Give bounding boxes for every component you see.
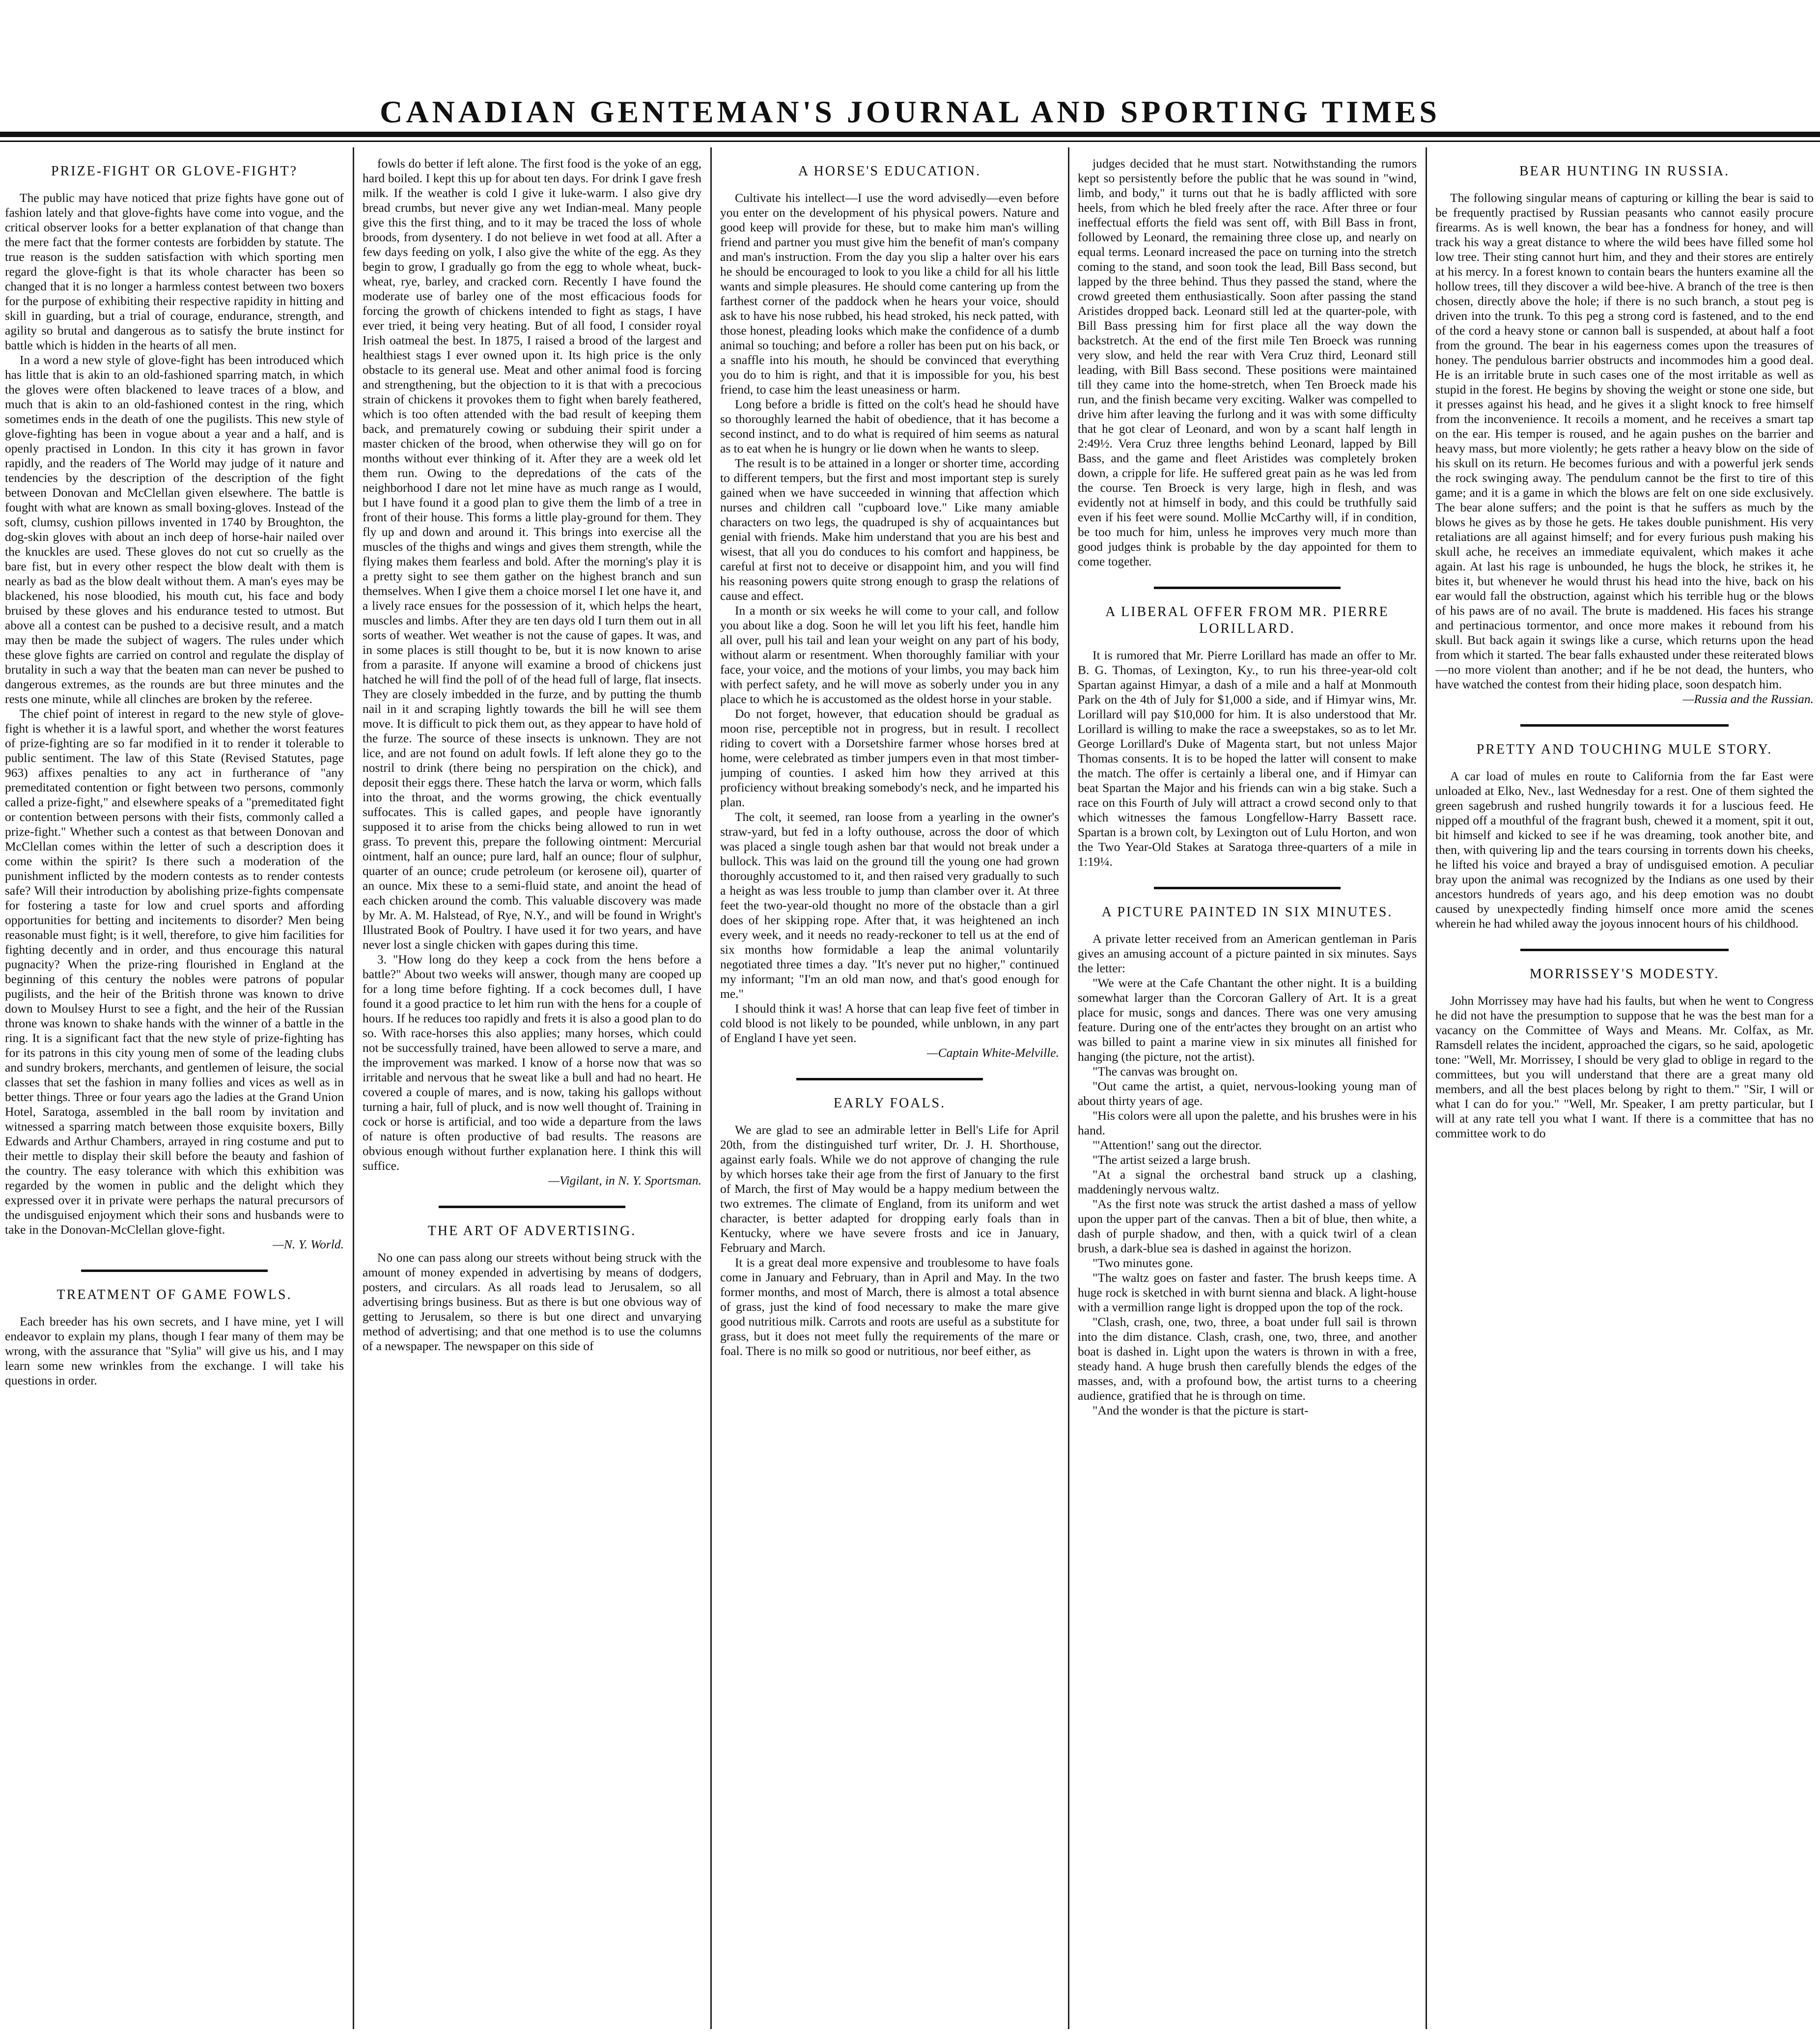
- article-separator: [1154, 587, 1341, 589]
- article-title: PRIZE-FIGHT OR GLOVE-FIGHT?: [51, 164, 298, 179]
- article-byline: —N. Y. World.: [273, 1237, 344, 1251]
- article: [720, 163, 1059, 1060]
- article-paragraph: The following singular means of capturing or killing the bear is said to be frequently practised by Russian peasants who cannot easily procure firearms. As is well known, the bear has a fondness for honey, and will track his way a great distance to where the wild bees have filled some hol low tree. Their sting cannot hurt him, and they and their stores are entirely at his mercy. In a forest known to contain bears the hunters examine all the hollow trees, till they discover a wild bee-hive. A branch of the tree is then chosen, directly above the hole; if there is no such branch, a stout peg is driven into the trunk. To this peg a strong cord is fastened, and to the end of the cord a heavy stone or cannon ball is suspended, at about half a foot from the ground. The bear in his eagerness comes upon the treasures of honey. The pendulous barrier obstructs and incommodes him a good deal. He is an irritable brute in such cases one of the most irritable as well as stupid in the forest. He begins by shoving the weight or stone one side, but it presses against his head, and he gives it a slight knock to free himself from the inconvenience. It recoils a moment, and he receives a smart tap on the ear. His temper is roused, and he again pushes on the barrier and heavy mass, but more violently; he gets rather a heavy blow on the side of his skull on its return. He becomes furious and with a powerful jerk sends the rock swinging away. The pendulum cannot be the first to tire of this game; and it is a game in which the blows are felt on one side exclusively. The bear alone suffers; and the point is that he suffers as much by the blows he gives as by those he gets. He takes double punishment. His very retaliations are all against himself; and for every furious push making his skull ache, he receives an immediate equivalent, which makes it ache again. At last his rage is unbounded, he hugs the block, he strikes it, he bites it, but whenever he would thrust his head into the hive, back on his ear would fall the obstruction, against which his terrible hug or the blows of his paws are of no avail. The brute is maddened. His faces his strange and pertinacious tormentor, and once more makes it rebound from his skull. But back again it swings like a curse, which returns upon the head from which it started. The bear falls exhausted under these reiterated blows—no more violent than another; and if he be not dead, the hunters, who have watched the contest from their hiding place, soon despatch him.: [1435, 191, 1814, 691]
- article-paragraph: The result is to be attained in a longer or shorter time, according to different tempers, but the first and most important step is surely gained when we have succeeded in winning that affection which nurses and children call "cupboard love." Like many amiable characters on two legs, the quadruped is shy of acquaintances but genial with friends. Make him understand that you are his best and wisest, that all you do conduces to his comfort and happiness, be careful at first not to deceive or disappoint him, and you will find his reasoning powers quite strong enough to grasp the relations of cause and effect.: [720, 456, 1059, 603]
- article-separator: [796, 1078, 983, 1080]
- article-paragraph: "We were at the Cafe Chantant the other night. It is a building somewhat larger than the Corcoran Gallery of Art. It is a great place for music, songs and dances. There was one very amusing feature. During one of the entr'actes they brought on an artist who was billed to paint a marine view in six minutes all finished for hanging (the picture, not the artist).: [1078, 976, 1417, 1064]
- article-paragraph: No one can pass along our streets without being struck with the amount of money expended in advertising by means of dodgers, posters, and circulars. As all roads lead to Jerusalem, so all advertising brings business. But as there is but one obvious way of getting to Jerusalem, so there is but one direct and unvarying method of advertising; and that one method is to use the columns of a newspaper. The newspaper on this side of: [363, 1250, 701, 1353]
- article-paragraph: "The waltz goes on faster and faster. The brush keeps time. A huge rock is sketched in with burnt sienna and black. A light-house with a vermillion range light is dropped upon the top of the rock.: [1078, 1271, 1417, 1314]
- masthead: CANADIAN GENTEMAN'S JOURNAL AND SPORTING TIMES: [380, 94, 1440, 129]
- article-paragraph: "Out came the artist, a quiet, nervous-looking young man of about thirty years of age.: [1078, 1079, 1417, 1108]
- article-paragraph: In a word a new style of glove-fight has been introduced which has little that is akin to an old-fashioned sparring match, in which the gloves were often blackened to leave traces of a blow, and much that is akin to an old-fashioned contest in the ring, which sometimes ends in the death of one the pugilists. This new style of glove-fighting has been in vogue about a year and a half, and is openly practised in London. In this city it has grown in favor rapidly, and the readers of The World may judge of it nature and tendencies by the description of the description of the fight between Donovan and McClellan given elsewhere. The battle is fought with what are known as small boxing-gloves. Instead of the soft, clumsy, cushion pillows invented in 1740 by Broughton, the dog-skin gloves with about an inch deep of horse-hair nailed over the knuckles are used. These gloves do not cut so cruelly as the bare fist, but in every other respect the blow dealt with them is nearly as bad as the blow dealt without them. A man's eyes may be blackened, his nose bloodied, his mouth cut, his face and body bruised by these gloves and his endurance tested to utmost. But above all a contest can be pushed to a decisive result, and a match may then be made the subject of wagers. The rules under which these glove fights are carried on control and regulate the display of brutality in such a way that the beaten man can never be pushed to dangerous extremes, as the rounds are but three minutes and the rests one minute, while all clinches are broken by the referee.: [5, 353, 344, 706]
- article-paragraph: It is rumored that Mr. Pierre Lorillard has made an offer to Mr. B. G. Thomas, of Lexington, Ky., to run his three-year-old colt Spartan against Himyar, a dash of a mile and a half at Monmouth Park on the 4th of July for $1,000 a side, and if Himyar wins, Mr. Lorillard will pay $10,000 for him. It is also understood that Mr. Lorillard is willing to make the race a sweepstakes, so as to let Mr. George Lorillard's Duke of Magenta start, but not unless Major Thomas consents. It is to be hoped the latter will consent to make the match. The offer is certainly a liberal one, and if Himyar can beat Spartan the Major and his friends can win a big stake. Such a race on this Fourth of July will attract a crowd second only to that which witnesses the famous Longfellow-Harry Bassett race. Spartan is a brown colt, by Lexington out of Lulu Horton, and won the Two Year-Old Stakes at Saratoga three-quarters of a mile in 1:19¼.: [1078, 648, 1417, 869]
- article: [5, 1270, 344, 1388]
- article-separator: [1520, 724, 1729, 727]
- article-title: MORRISSEY'S MODESTY.: [1529, 966, 1720, 982]
- article-paragraph: We are glad to see an admirable letter in Bell's Life for April 20th, from the distinguished turf writer, Dr. J. H. Shorthouse, against early foals. While we do not approve of changing the rule by which horses take their age from the first of January to the first of March, the first of May would be a happy medium between the two extremes. The climate of England, from its uniform and wet character, is better adapted for dropping early foals than in Kentucky, where we have severe frosts and ice in January, February and March.: [720, 1123, 1059, 1255]
- column-divider: [1068, 147, 1069, 2029]
- article-paragraph: "And the wonder is that the picture is start-: [1092, 1403, 1309, 1417]
- article-separator: [1154, 887, 1341, 889]
- article-title: TREATMENT OF GAME FOWLS.: [56, 1287, 292, 1302]
- article-paragraph: Do not forget, however, that education should be gradual as moon rise, perceptible not in progress, but in result. I recollect riding to covert with a Dorsetshire farmer whose horses bred at home, were celebrated as timber jumpers even in that most timber-jumping of counties. I asked him how they arrived at this proficiency without breaking somebody's neck, and he imparted his plan.: [720, 706, 1059, 809]
- article: [1435, 163, 1814, 706]
- masthead-rule-thin: [0, 141, 1820, 142]
- article-paragraph: "As the first note was struck the artist dashed a mass of yellow upon the upper part of the canvas. Then a bit of blue, then white, a dash of purple shadow, and then, with a quick twirl of a clean brush, a dark-blue sea is dashed in against the horizon.: [1078, 1197, 1417, 1255]
- article-paragraph: I should think it was! A horse that can leap five feet of timber in cold blood is not likely to be pounded, while unblown, in any part of England I have yet seen.: [720, 1001, 1059, 1045]
- article: [1078, 156, 1417, 569]
- article-title: EARLY FOALS.: [833, 1096, 946, 1111]
- article-paragraph: judges decided that he must start. Notwithstanding the rumors kept so persistently before the public that he was sound in "wind, limb, and body," it turns out that he is badly afflicted with sore heels, from which he bled freely after the race. After three or four ineffectual efforts the field was sent off, with Bill Bass in front, followed by Leonard, the remaining three close up, and nearly on equal terms. Leonard increased the pace on turning into the stretch coming to the stand, and soon took the lead, Bill Bass second, but lapped by the three behind. Thus they passed the stand, where the crowd greeted them enthusiastically. Soon after passing the stand Aristides dropped back. Leonard still led at the quarter-pole, with Bill Bass pressing him for first place all the way down the backstretch. At the end of the first mile Ten Broeck was running very slow, and held the rear with Vera Cruz third, Leonard still leading, with Bill Bass second. These positions were maintained till they came into the home-stretch, when Ten Broeck made his run, and the finish became very exciting. Walker was compelled to drive him after leaving the furlong and it was with some difficulty that he got clear of Leonard, and won by a scant half length in 2:49½. Vera Cruz three lengths behind Leonard, lapped by Bill Bass, and the game and fleet Aristides was completely broken down, a cripple for life. He suffered great pain as he was led from the course. Ten Broeck is very large, high in flesh, and was evidently not at himself in body, and this could be truthfully said even if his feet were sound. Mollie McCarthy will, if in condition, be too much for him, unless he improves very much more than good judges think is probable by the day appointed for them to come together.: [1078, 156, 1417, 568]
- article-paragraph: In a month or six weeks he will come to your call, and follow you about like a dog. Soon he will let you lift his feet, handle him all over, pull his tail and lean your weight on any part of his body, without alarm or resentment. When thoroughly familiar with your face, your voice, and the motions of your limbs, you may back him with perfect safety, and he will move as soberly under you in any place to which he is accustomed as the oldest horse in your stable.: [720, 603, 1059, 706]
- article-separator: [81, 1270, 268, 1272]
- article-separator: [1520, 949, 1729, 951]
- article-paragraph: fowls do better if left alone. The first food is the yoke of an egg, hard boiled. I kept this up for about ten days. For drink I gave fresh milk. If the weather is cold I give it luke-warm. I also give dry bread crumbs, but never give any wet Indian-meal. Many people give this the first thing, and to it may be traced the loss of whole broods, from dysentery. I do not believe in wet food at all. After a few days feeding on yolk, I also give the white of the egg. As they begin to grow, I gradually go from the egg to whole wheat, buck-wheat, rye, barley, and cracked corn. Recently I have found the moderate use of barley one of the most efficacious foods for forcing the growth of chickens intended to fight as stags, I have ever tried, it being very heating. But of all food, I consider royal Irish oatmeal the best. In 1875, I raised a brood of the largest and healthiest stags I ever owned upon it. Its high price is the only obstacle to its general use. Meat and other animal food is forcing and strengthening, but the objection to it is that with a precocious strain of chickens it provokes them to fight when barely feathered, which is too often attended with the bad result of keeping them back, and prematurely cowing or subduing their spirit under a master chicken of the brood, when otherwise they will go on for months without ever thinking of it. After they are a week old let them run. Owing to the depredations of the cats of the neighborhood I dare not let mine have as much range as I would, but I have found it a good plan to give them the limb of a tree in front of their house. This forms a little play-ground for them. They fly up and down and around it. This brings into exercise all the muscles of the thighs and wings and gives them strength, while the flying makes them fearless and bold. After the morning's play it is a pretty sight to see them gather on the highest branch and sun themselves. When I give them a choice morsel I let one have it, and a lively race ensues for the possession of it, which helps the heart, muscles and limbs. After they are ten days old I turn them out in all sorts of weather. Wet weather is not the cause of gapes. It was, and in some places is still thought to be, but it is now known to arise from a parasite. If anyone will examine a brood of chickens just hatched he will find the poll of of the head full of large, flat insects. They are closely imbedded in the furze, and by putting the thumb nail in it and scraping lightly towards the bill he will see them move. It is difficult to pick them out, as they appear to have hold of the furze. The source of these insects is unknown. They are not lice, and are not found on adult fowls. If left alone they go to the nostril to drink (there being no perspiration on the chick), and deposit their eggs there. These hatch the larva or worm, which falls into the throat, and the worms growing, the chick eventually suffocates. This is called gapes, and people have ignorantly supposed it to arise from the chicks being allowed to run in wet grass. To prevent this, prepare the following ointment: Mercurial ointment, half an ounce; pure lard, half an ounce; flour of sulphur, quarter of an ounce; crude petroleum (or kerosene oil), quarter of an ounce. Mix these to a semi-fluid state, and anoint the head of each chicken around the comb. This valuable discovery was made by Mr. A. M. Halstead, of Rye, N.Y., and will be found in Wright's Illustrated Book of Poultry. I have used it for two years, and have never lost a single chicken with gapes during this time.: [363, 156, 701, 952]
- column-2: [363, 156, 701, 2028]
- article-byline: —Vigilant, in N. Y. Sportsman.: [548, 1173, 701, 1187]
- masthead-rule-thick: [0, 132, 1820, 137]
- column-divider: [1426, 147, 1427, 2029]
- article-paragraph: 3. "How long do they keep a cock from the hens before a battle?" About two weeks will answer, though many are cooped up for a long time before fighting. If a cock becomes dull, I have found it a good practice to let him run with the hens for a couple of hours. If he reduces too rapidly and frets it is also a good plan to do so. With race-horses this also applies; many horses, which could not be successfully trained, have been allowed to serve a mare, and the improvement was marked. I know of a horse now that was so irritable and nervous that he sweat like a bull and had no heart. He covered a couple of mares, and is now, taking his gallops without turning a hair, full of pluck, and is now well thought of. Training in cock or horse is artificial, and too wide a departure from the laws of nature is often productive of bad results. The reasons are obvious enough without further explanation here. I think this will suffice.: [363, 952, 701, 1173]
- article-paragraph: "At a signal the orchestral band struck up a clashing, maddeningly nervous waltz.: [1078, 1167, 1417, 1196]
- article: [363, 156, 701, 1188]
- column-3: [720, 156, 1059, 2028]
- article: [5, 163, 344, 1252]
- article-paragraph: "His colors were all upon the palette, and his brushes were in his hand.: [1078, 1108, 1417, 1137]
- article-byline: —Captain White-Melville.: [926, 1045, 1059, 1060]
- article-paragraph: "The canvas was brought on.: [1092, 1064, 1238, 1078]
- article-paragraph: Each breeder has his own secrets, and I have mine, yet I will endeavor to explain my plans, though I fear many of them may be wrong, with the assurance that "Sylia" will give us his, and I may learn some new wrinkles from the exchange. I will take his questions in order.: [5, 1314, 344, 1387]
- article-paragraph: A car load of mules en route to California from the far East were unloaded at Elko, Nev., last Wednesday for a rest. One of them sighted the green sagebrush and rushed hungrily towards it for a luscious feed. He nipped off a mouthful of the fragrant bush, chewed it a moment, spit it out, bit himself and kicked to see if he was dreaming, took another bite, and then, with quivering lip and the tears coursing in torrents down his cheeks, he lifted his voice and brayed a bray of undisguised emotion. A peculiar bray upon the animal was recognized by the Indians as one used by their ancestors hundreds of years ago, and his deep emotion was no doubt caused by unexpectedly finding himself once more amid the scenes wherein he had whiled away the joyous innocent hours of his childhood.: [1435, 769, 1814, 931]
- column-divider: [710, 147, 712, 2029]
- article-title: A HORSE'S EDUCATION.: [798, 164, 981, 179]
- article: [1435, 949, 1814, 1141]
- article-title: BEAR HUNTING IN RUSSIA.: [1519, 164, 1730, 179]
- article: [720, 1078, 1059, 1358]
- article-paragraph: The public may have noticed that prize fights have gone out of fashion lately and that glove-fights have come into vogue, and the critical observer looks for a better explanation of that change than the mere fact that the former contests are forbidden by statute. The true reason is the sudden satisfaction with which sporting men regard the glove-fight is that its whole character has been so changed that it is no longer a harmless contest between two boxers for the purpose of exhibiting their respective rapidity in hitting and skill in guarding, but a trial of courage, endurance, strength, and agility so brutal and dangerous as to satisfy the brute instinct for battle which is hidden in the hearts of all men.: [5, 191, 344, 352]
- article-paragraph: "Two minutes gone.: [1092, 1256, 1193, 1270]
- article: [363, 1206, 701, 1354]
- article-paragraph: "'Attention!' sang out the director.: [1092, 1138, 1262, 1152]
- article-paragraph: The chief point of interest in regard to the new style of glove-fight is whether it is a lawful sport, and whether the worst features of prize-fighting are so far modified in it to render it tolerable to public sentiment. The law of this State (Revised Statutes, page 963) affixes penalties to any act in furtherance of "any premeditated contention or fight between two persons, commonly called a prize-fight," and elsewhere speaks of a "premeditated fight or contention between persons with their fists, commonly called a prize-fight." Whether such a contest as that between Donovan and McClellan comes within the letter of such a description does it come within the spirit? Is there such a moderation of the punishment inflicted by the modern contests as to render contests safe? Will their introduction by abolishing prize-fights compensate for fostering a taste for low and cruel sports and affording opportunities for betting and incitements to disorder? Men being reasonable must fight; is it well, therefore, to give him facilities for fighting decently and in order, and thus encourage this natural pugnacity? When the prize-ring flourished in England at the beginning of this century the nobles were patrons of popular pugilists, and the heir of the British throne was known to drive down to Moulsey Hurst to see a fight, and the heir of the Russian throne was known to shake hands with the winner of a battle in the ring. It is a significant fact that the new style of prize-fighting has for its patrons in this city young men of some of the leading clubs and sundry brokers, merchants, and gentlemen of leisure, the social classes that set the fashion in many follies and vices as well as in better things. Three or four years ago the ladies at the Grand Union Hotel, Saratoga, assembled in the ball room by invitation and witnessed a sparring match between those exquisite boxers, Billy Edwards and Arthur Chambers, arrayed in ring costume and put to their mettle to display their skill before the beauty and fashion of the country. The easy tolerance with which this exhibition was regarded by the women in public and the delight which they expressed over it in private were perhaps the natural precursors of the undisguised enjoyment which their sons and husbands were to take in the Donovan-McClellan glove-fight.: [5, 706, 344, 1237]
- article-paragraph: Cultivate his intellect—I use the word advisedly—even before you enter on the development of his physical powers. Nature and good keep will provide for these, but to make him man's willing friend and partner you must give him the benefit of man's company and man's instruction. From the day you slip a halter over his ears he should be encouraged to look to you like a child for all his little wants and simple pleasures. He should come cantering up from the farthest corner of the paddock when he hears your voice, should ask to have his nose rubbed, his head stroked, his neck patted, with those honest, pleading looks which make the confidence of a dumb animal so touching; and before a roller has been put on his back, or a snaffle into his mouth, he should be convinced that everything you do to him is right, and that it is impossible for you, his best friend, to case him the least uneasiness or harm.: [720, 191, 1059, 396]
- article-paragraph: Long before a bridle is fitted on the colt's head he should have so thoroughly learned the habit of obedience, that it has become a second instinct, and to do what is required of him seems as natural as to eat when he is hungry or lie down when he wants to sleep.: [720, 397, 1059, 455]
- column-4: [1078, 156, 1417, 2028]
- article-title: THE ART OF ADVERTISING.: [427, 1223, 637, 1239]
- article-paragraph: "Clash, crash, one, two, three, a boat under full sail is thrown into the dim distance. Clash, crash, one, two, three, and another boat is dashed in. Light upon the waters is thrown in with a free, steady hand. A huge brush then carefully blends the edges of the masses, and, with a profound bow, the artist turns to a cheering audience, gratified that he is through on time.: [1078, 1315, 1417, 1403]
- article: [1078, 587, 1417, 869]
- article: [1078, 887, 1417, 1418]
- article-title: PRETTY AND TOUCHING MULE STORY.: [1476, 742, 1773, 757]
- article-title: A PICTURE PAINTED IN SIX MINUTES.: [1101, 904, 1393, 920]
- article-paragraph: The colt, it seemed, ran loose from a yearling in the owner's straw-yard, but fed in a lofty outhouse, across the door of which was placed a single tough ashen bar that would not break under a bullock. This was laid on the ground till the young one had grown thoroughly accustomed to it, and then raised very gradually to such a height as was less trouble to jump than clamber over it. At three feet the two-year-old thought no more of the obstacle than a girl does of her skipping rope. After that, it was heightened an inch every week, and it needs no ready-reckoner to tell us at the end of six months how formidable a leap the animal voluntarily negotiated three times a day. "It's never put no higher," continued my informant; "I'm an old man now, and that's good enough for me.": [720, 810, 1059, 1001]
- article-title: A LIBERAL OFFER FROM MR. PIERRE LORILLARD.: [1105, 604, 1389, 636]
- article-separator: [439, 1206, 625, 1208]
- article-byline: —Russia and the Russian.: [1682, 692, 1814, 706]
- article-paragraph: "The artist seized a large brush.: [1092, 1153, 1251, 1167]
- article-paragraph: It is a great deal more expensive and troublesome to have foals come in January and February, than in April and May. In the two former months, and most of March, there is almost a total absence of grass, just the kind of food necessary to make the mare give good nutritious milk. Carrots and roots are useful as a substitute for grass, but it does not meet fully the requirements of the mare or foal. There is no milk so good or nutritious, nor beef either, as: [720, 1255, 1059, 1358]
- article: [1435, 724, 1814, 931]
- article-paragraph: John Morrissey may have had his faults, but when he went to Congress he did not have the presumption to suppose that he was the best man for a vacancy on the Committee of Ways and Means. Mr. Colfax, as Mr. Ramsdell relates the incident, approached the cigars, so he said, apologetic tone: "Well, Mr. Morrissey, I should be very glad to oblige in regard to the committees, but you will understand that there are a great many old members, and all the best places belong by right to them." "Sir, I will or what I can do for you." "Well, Mr. Speaker, I am pretty particular, but I will at any rate tell you what I want. If there is a committee that has no committee work to do: [1435, 993, 1814, 1140]
- article-paragraph: A private letter received from an American gentleman in Paris gives an amusing account of a picture painted in six minutes. Says the letter:: [1078, 932, 1417, 975]
- column-divider: [353, 147, 354, 2029]
- column-1: [5, 156, 344, 2028]
- column-5: [1435, 156, 1814, 2028]
